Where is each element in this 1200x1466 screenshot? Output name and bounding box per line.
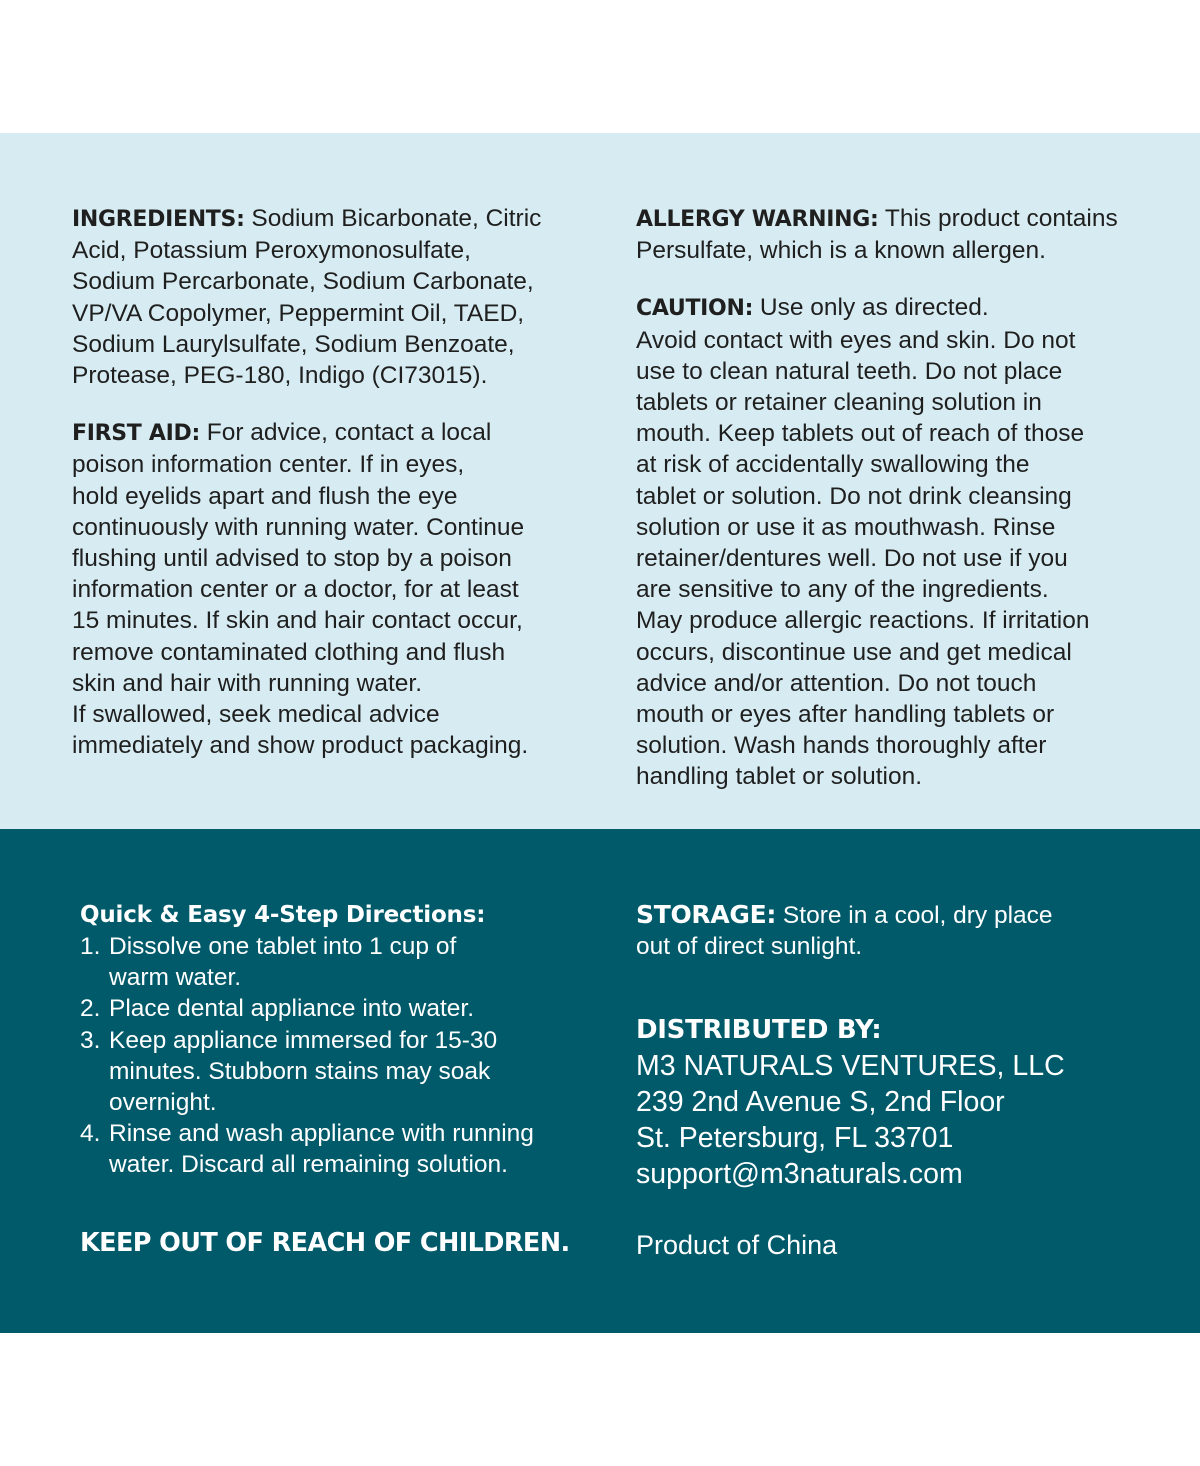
caution-section <box>636 292 1176 792</box>
direction-step <box>80 1118 580 1180</box>
first-aid-text: skin and hair with running water. <box>72 669 422 697</box>
step-text: overnight. <box>109 1089 217 1117</box>
caution-text: mouth or eyes after handling tablets or <box>636 701 1055 729</box>
directions-heading: Quick & Easy 4-Step Directions: <box>80 902 486 928</box>
ingredients-text: Acid, Potassium Peroxymonosulfate, <box>72 237 471 265</box>
step-text: Keep appliance immersed for 15-30 <box>109 1026 498 1054</box>
direction-step <box>80 1025 580 1119</box>
caution-text: solution or use it as mouthwash. Rinse <box>636 513 1056 541</box>
step-number: 3. <box>80 1026 101 1054</box>
left-column <box>72 203 592 787</box>
warnings-panel <box>0 133 1200 829</box>
distributor-address <box>636 1048 1176 1192</box>
caution-text: handling tablet or solution. <box>636 763 923 791</box>
directions-steps <box>80 931 580 1181</box>
first-aid-text: immediately and show product packaging. <box>72 732 529 760</box>
step-text: Rinse and wash appliance with running <box>109 1120 534 1148</box>
step-text: Dissolve one tablet into 1 cup of <box>109 933 457 960</box>
ingredients-section <box>72 203 592 391</box>
step-number: 4. <box>80 1120 101 1148</box>
first-aid-text: information center or a doctor, for at least <box>72 576 519 604</box>
step-number: 1. <box>80 933 101 960</box>
storage-section <box>636 899 1176 962</box>
ingredients-text: Sodium Percarbonate, Sodium Carbonate, <box>72 268 534 296</box>
child-warning: KEEP OUT OF REACH OF CHILDREN. <box>80 1227 570 1258</box>
storage-label: STORAGE: <box>636 900 777 929</box>
first-aid-text: If swallowed, seek medical advice <box>72 701 440 729</box>
allergy-warning-section <box>636 203 1176 266</box>
step-text: warm water. <box>109 964 242 992</box>
directions-column <box>80 899 580 1259</box>
caution-text: tablet or solution. Do not drink cleansing <box>636 482 1072 510</box>
first-aid-section <box>72 417 592 761</box>
first-aid-text: 15 minutes. If skin and hair contact occur, <box>72 607 523 635</box>
first-aid-text: flushing until advised to stop by a poison <box>72 545 512 573</box>
storage-text: out of direct sunlight. <box>636 933 863 961</box>
caution-text: tablets or retainer cleaning solution in <box>636 389 1042 417</box>
first-aid-text: continuously with running water. Continue <box>72 513 525 541</box>
caution-text: advice and/or attention. Do not touch <box>636 669 1037 697</box>
first-aid-text: remove contaminated clothing and flush <box>72 638 506 666</box>
direction-step <box>80 931 580 993</box>
country-of-origin: Product of China <box>636 1230 838 1261</box>
caution-text: Use only as directed. <box>753 294 989 322</box>
ingredients-text: VP/VA Copolymer, Peppermint Oil, TAED, <box>72 299 525 327</box>
distributor-street: 239 2nd Avenue S, 2nd Floor <box>636 1086 1005 1119</box>
distributor-city: St. Petersburg, FL 33701 <box>636 1122 954 1155</box>
caution-text: mouth. Keep tablets out of reach of those <box>636 420 1085 448</box>
directions-panel <box>0 829 1200 1333</box>
step-text: Place dental appliance into water. <box>109 995 475 1023</box>
allergy-warning-text: This product contains <box>878 205 1118 232</box>
step-number: 2. <box>80 995 101 1023</box>
caution-text: occurs, discontinue use and get medical <box>636 638 1072 666</box>
distributor-heading: DISTRIBUTED BY: <box>636 1015 882 1046</box>
caution-text: are sensitive to any of the ingredients. <box>636 576 1049 604</box>
direction-step <box>80 993 580 1024</box>
ingredients-text: Protease, PEG-180, Indigo (CI73015). <box>72 362 488 390</box>
caution-label: CAUTION: <box>636 296 754 322</box>
first-aid-label: FIRST AID: <box>72 421 200 447</box>
distributor-name: M3 NATURALS VENTURES, LLC <box>636 1050 1065 1083</box>
first-aid-text: hold eyelids apart and flush the eye <box>72 482 458 510</box>
ingredients-text: Sodium Bicarbonate, Citric <box>244 205 542 232</box>
caution-text: retainer/dentures well. Do not use if you <box>636 545 1068 573</box>
caution-text: Avoid contact with eyes and skin. Do not <box>636 326 1076 354</box>
caution-text: solution. Wash hands thoroughly after <box>636 732 1047 760</box>
first-aid-text: poison information center. If in eyes, <box>72 451 465 479</box>
first-aid-text: For advice, contact a local <box>199 419 492 447</box>
storage-distribution-column <box>636 899 1176 1262</box>
step-text: water. Discard all remaining solution. <box>109 1151 508 1179</box>
allergy-warning-text: Persulfate, which is a known allergen. <box>636 237 1046 265</box>
storage-text: Store in a cool, dry place <box>776 902 1053 929</box>
caution-text: use to clean natural teeth. Do not place <box>636 357 1063 385</box>
distributor-email: support@m3naturals.com <box>636 1158 963 1191</box>
caution-text: at risk of accidentally swallowing the <box>636 451 1030 479</box>
right-column <box>636 203 1176 819</box>
ingredients-label: INGREDIENTS: <box>72 207 245 232</box>
caution-text: May produce allergic reactions. If irritation <box>636 607 1090 635</box>
allergy-warning-label: ALLERGY WARNING: <box>636 207 879 232</box>
ingredients-text: Sodium Laurylsulfate, Sodium Benzoate, <box>72 330 515 358</box>
step-text: minutes. Stubborn stains may soak <box>109 1057 491 1085</box>
